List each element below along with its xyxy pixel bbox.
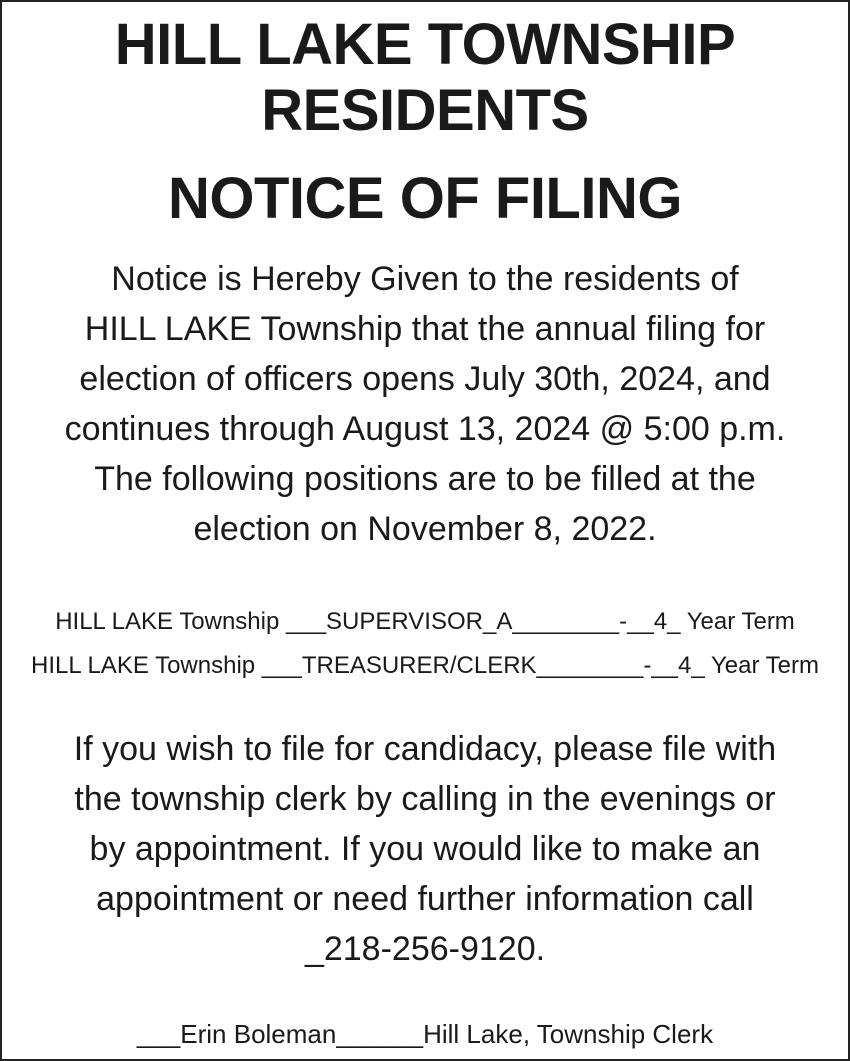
intro-line: HILL LAKE Township that the annual filing for [84, 310, 766, 348]
outro-line: by appointment. If you would like to make an [89, 830, 761, 868]
position-treasurer-clerk: HILL LAKE Township ___TREASURER/CLERK________-__4_ Year Term [30, 652, 819, 679]
intro-paragraph [2, 254, 848, 554]
clerk-signature-line: ___Erin Boleman______Hill Lake, Township Clerk [136, 1019, 714, 1049]
heading-notice: NOTICE OF FILING [168, 166, 682, 231]
outro-line: appointment or need further information call [96, 880, 754, 918]
candidacy-paragraph [2, 724, 848, 974]
intro-line: election of officers opens July 30th, 2024, and [79, 360, 771, 398]
outro-line: the township clerk by calling in the evenings or [74, 780, 776, 818]
intro-line: Notice is Hereby Given to the residents of [111, 260, 739, 298]
heading-township: HILL LAKE TOWNSHIP [114, 12, 736, 77]
intro-line: continues through August 13, 2024 @ 5:00 p.m. [64, 410, 786, 448]
outro-line: If you wish to file for candidacy, please file with [73, 730, 777, 768]
intro-line: The following positions are to be filled at the [94, 460, 756, 498]
intro-line: election on November 8, 2022. [193, 510, 657, 548]
positions-list [2, 600, 848, 688]
position-supervisor: HILL LAKE Township ___SUPERVISOR_A________-__4_ Year Term [55, 608, 795, 635]
phone-number: _218-256-9120. [304, 930, 546, 968]
heading-residents: RESIDENTS [261, 78, 589, 143]
